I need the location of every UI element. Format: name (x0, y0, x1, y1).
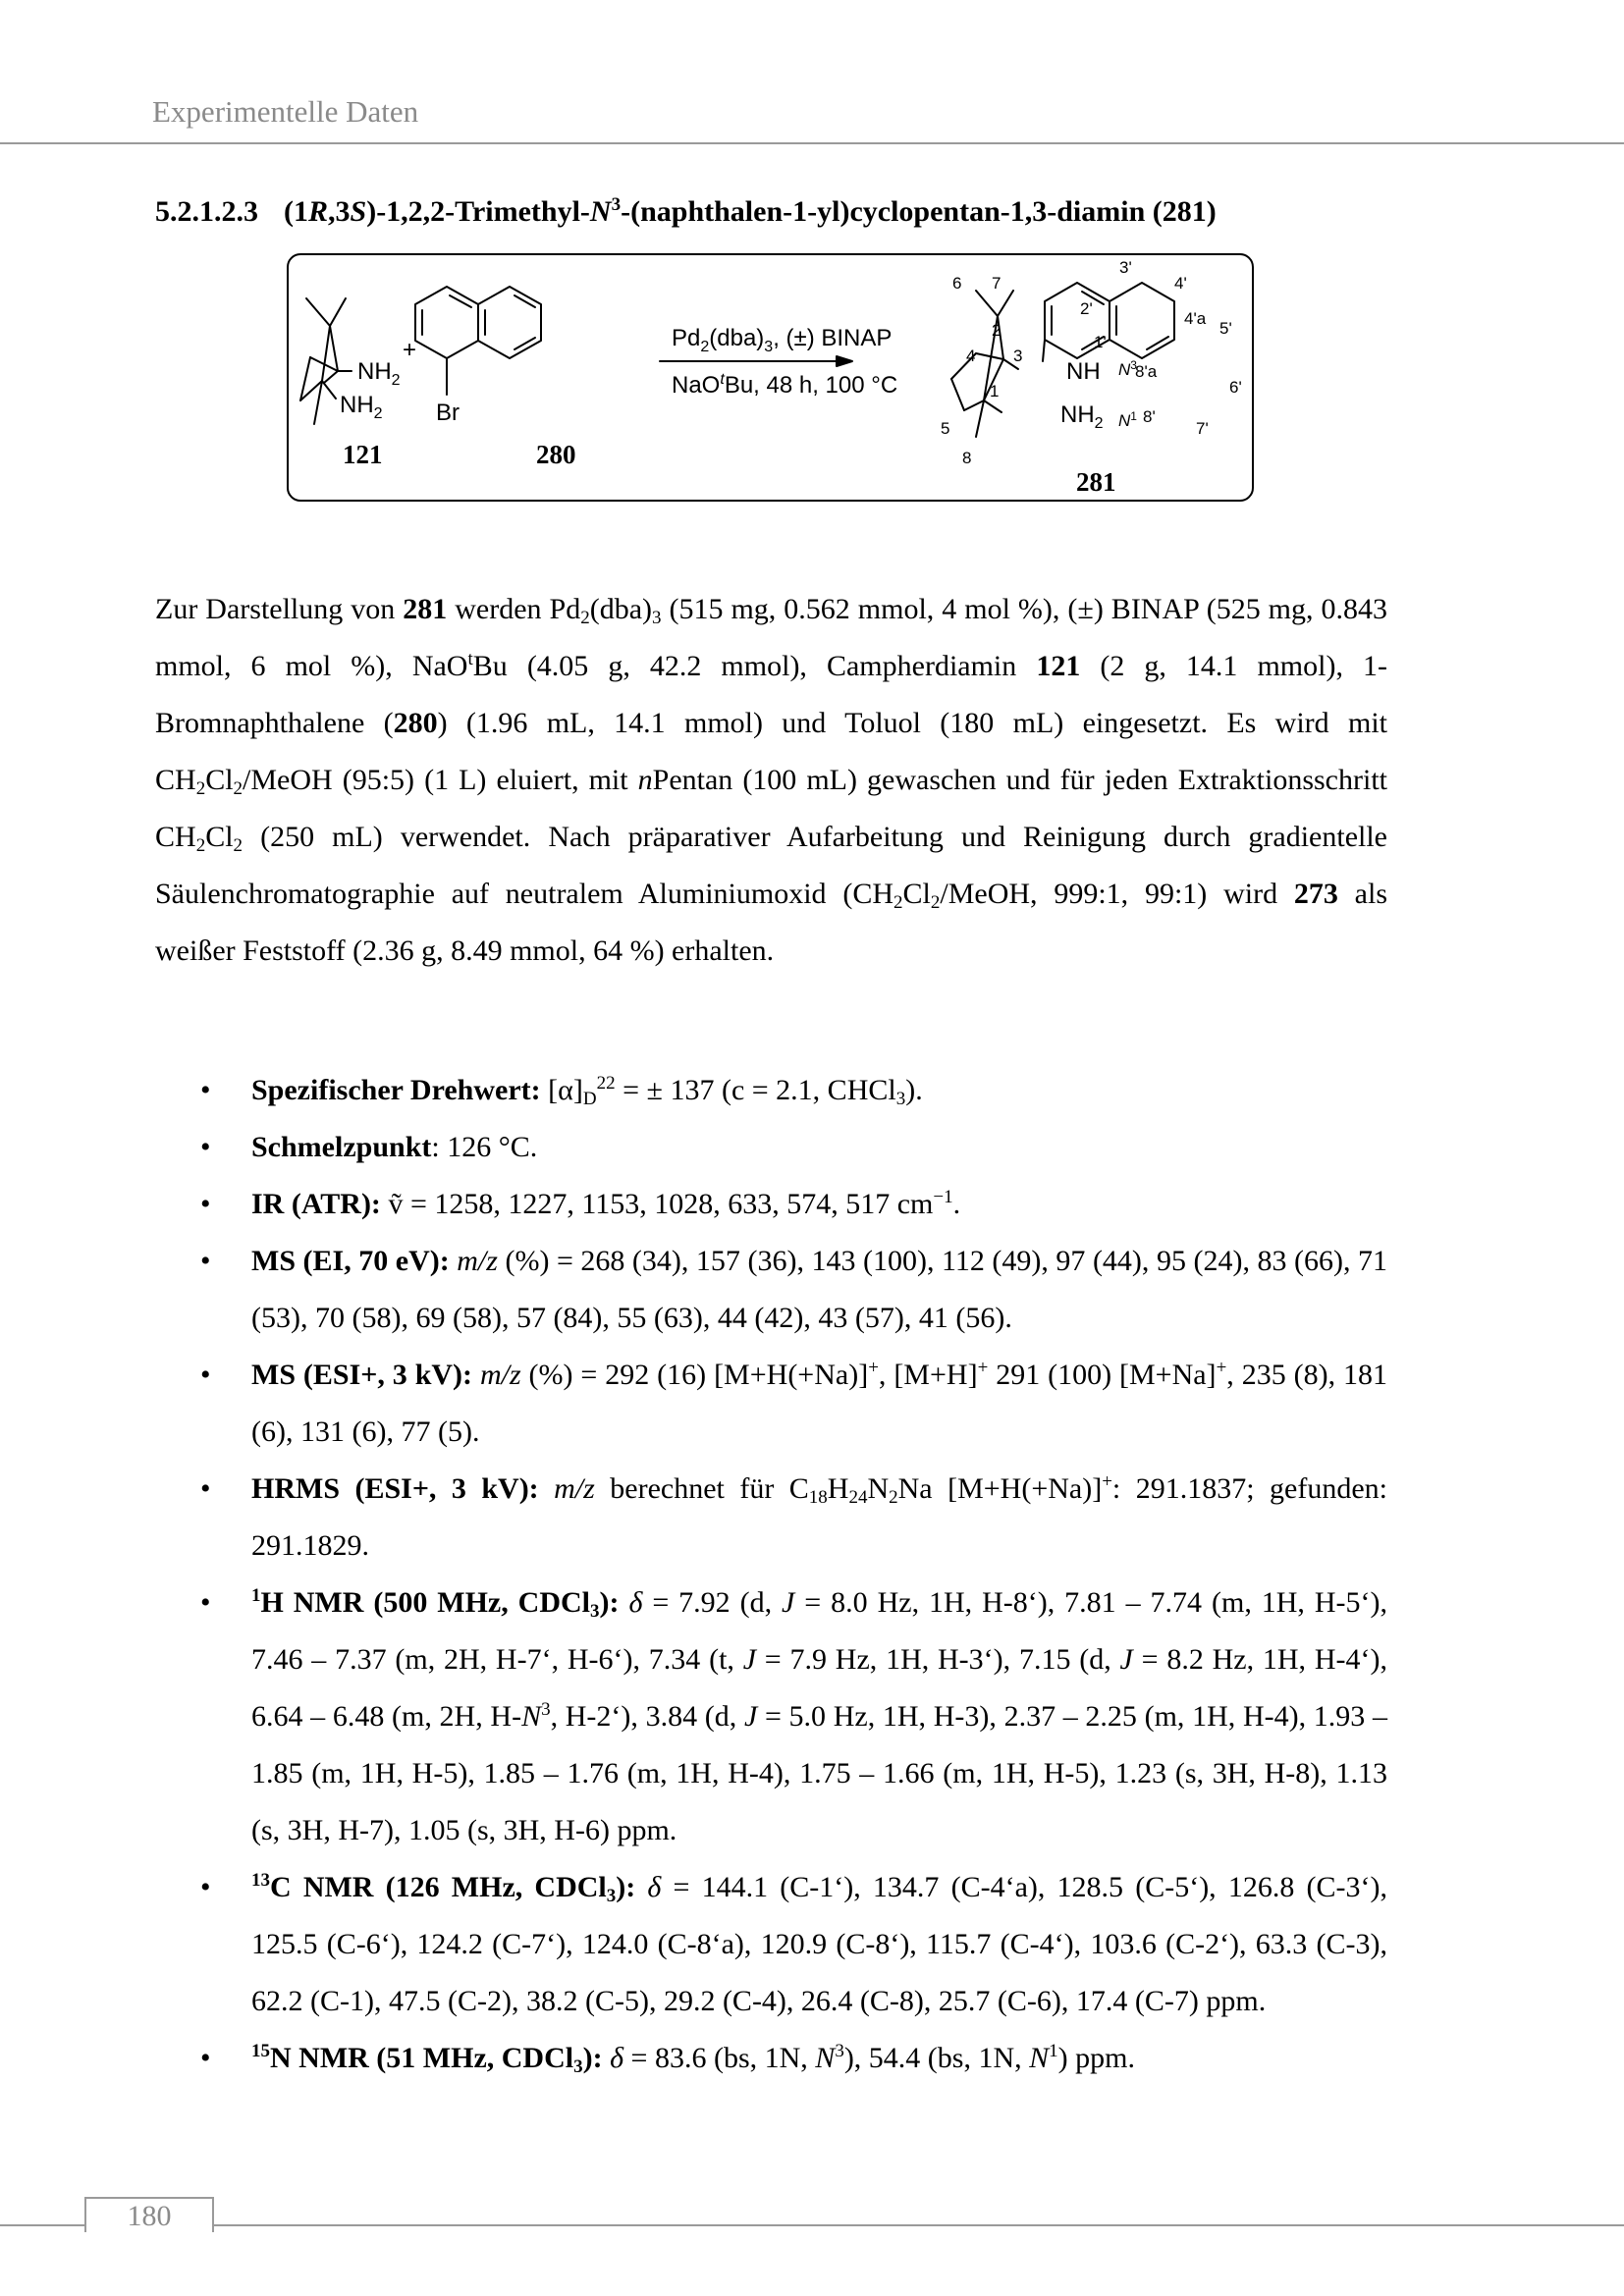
title-stereo-s: S (350, 195, 367, 228)
superscript: + (1102, 1471, 1112, 1492)
subscript: 2 (233, 778, 244, 799)
text-run: = 8.0 Hz, 1H, H-8‘), 7.81 – 7.74 (m, 1H, H-5‘), 7.46 – 7.37 (m, 2H, H-7‘, H-6‘), 7.34 (t, (251, 1586, 1387, 1676)
list-item-ir (155, 1176, 1387, 1233)
text-run: Zur Darstellung von (155, 593, 404, 625)
amine-label: $NH_2$ (340, 392, 383, 422)
atom-number: 3 (1013, 347, 1023, 365)
list-item-ms-esi (155, 1347, 1387, 1461)
italic-run: J (742, 1643, 757, 1676)
superscript: 1 (1049, 2041, 1058, 2061)
italic-prefix: n (637, 764, 653, 796)
atom-number: 8'a (1135, 362, 1158, 381)
superscript: 13 (251, 1870, 270, 1891)
text-run: : 126 °C. (431, 1131, 538, 1163)
bond (322, 326, 330, 381)
atom-number: 2 (992, 321, 1001, 340)
item-label (251, 1870, 636, 1906)
italic-run: δ (647, 1871, 662, 1903)
text-run: [α] (540, 1074, 583, 1106)
reagents-line-2: NaO$^t$Bu, 48 h, 100 °C (672, 371, 898, 399)
atom-number: 1' (1094, 333, 1107, 351)
amine-label: $NH_2$ (1060, 401, 1104, 432)
text-run: : 291.1837; gefunden: 291.1829. (251, 1472, 1387, 1562)
item-label (251, 1585, 620, 1622)
text-run: (%) = 292 (16) [M+H(+Na)] (520, 1359, 869, 1391)
text-run: Cl (902, 878, 931, 910)
compound-ref: 273 (1293, 878, 1338, 910)
bond (976, 291, 998, 316)
list-item-13c-nmr (155, 1859, 1387, 2030)
section-title (155, 194, 1217, 229)
item-label (251, 2041, 603, 2077)
text-run: = 5.0 Hz, 1H, H-3), 2.37 – 2.25 (m, 1H, H-4), 1.93 – 1.85 (m, 1H, H-5), 1.85 – 1.76 (m, 1H, H-4), 1.75 – 1.66 (m, 1H, H-5), 1.23 (s, 3H, H-8), 1.13 (s, 3H, H-7), 1.05 (s, 3H, H-6) ppm. (251, 1700, 1387, 1846)
plus-sign: + (403, 337, 417, 363)
atom-number: 6' (1229, 378, 1242, 397)
compound-label-280: 280 (536, 440, 576, 469)
text-run: = 144.1 (C-1‘), 134.7 (C-4‘a), 128.5 (C-5‘), 126.8 (C-3‘), 125.5 (C-6‘), 124.2 (C-7‘), 124.0 (C-8‘a), 120.9 (C-8‘), 115.7 (C-4‘), 103.6 (C-2‘), 63.3 (C-3), 62.2 (C-1), 47.5 (C-2), 38.2 (C-5), 29.2 (C-4), 26.4 (C-8), 25.7 (C-6), 17.4 (C-7) ppm. (251, 1871, 1387, 2017)
text-run: ), 54.4 (bs, 1N, (843, 2042, 1030, 2074)
list-item-hrms (155, 1461, 1387, 1575)
text-run: Bu (4.05 g, 42.2 mmol), Campherdiamin (472, 650, 1037, 682)
page-number: 180 (127, 2200, 172, 2232)
experimental-paragraph (155, 581, 1387, 980)
text-run: ). (905, 1074, 923, 1106)
text-run: als weißer Feststoff (2.36 g, 8.49 mmol, 64 %) erhalten. (155, 878, 1387, 967)
superscript: −1 (933, 1187, 953, 1207)
subscript: 2 (580, 608, 590, 628)
atom-number: 3' (1119, 258, 1132, 277)
text-run: (2 g, 14.1 mmol), 1-Bromnaphthalene ( (155, 650, 1388, 739)
text-run: /MeOH, 999:1, 99:1) wird (940, 878, 1294, 910)
atom-number: 6 (952, 274, 962, 293)
text-run: , H-2‘), 3.84 (d, (550, 1700, 744, 1733)
text-run: (%) = 268 (34), 157 (36), 143 (100), 112 (49), 97 (44), 95 (24), 83 (66), 71 (53), 70 (58), 69 (58), 57 (84), 55 (63), 44 (42), 43 (57), 41 (56). (251, 1245, 1388, 1334)
item-label: IR (ATR): (251, 1188, 381, 1220)
superscript: + (977, 1358, 989, 1378)
atom-number: 5 (941, 419, 950, 438)
subscript: 3 (652, 608, 662, 628)
header-rule (0, 142, 1624, 144)
italic-run: N (521, 1700, 542, 1733)
superscript: 22 (596, 1073, 616, 1094)
superscript: 15 (251, 2041, 270, 2061)
bond (1147, 337, 1168, 349)
atom-number: 8 (962, 449, 972, 467)
item-label: Spezifischer Drehwert: (251, 1074, 541, 1106)
text-run: ): (599, 1586, 620, 1619)
title-stereo-r: R (308, 195, 329, 228)
text-run: ): (616, 1871, 636, 1903)
atom-number: 7' (1196, 419, 1209, 438)
bond (450, 295, 471, 307)
superscript: 3 (541, 1699, 551, 1720)
text-run: (dba) (589, 593, 652, 625)
title-part: )-1,2,2-Trimethyl- (366, 195, 590, 228)
atom-number: 4 (966, 347, 976, 365)
bond (964, 400, 984, 410)
text-run: , [M+H] (878, 1359, 978, 1391)
text-run: = 7.9 Hz, 1H, H-3‘), 7.15 (d, (756, 1643, 1120, 1676)
subscript: 2 (195, 778, 206, 799)
bond (998, 291, 1013, 316)
text-run: werden Pd (447, 593, 581, 625)
running-header: Experimentelle Daten (152, 94, 419, 129)
text-run: , 235 (8), 181 (6), 131 (6), 77 (5). (251, 1359, 1387, 1448)
item-label: HRMS (ESI+, 3 kV): (251, 1472, 539, 1505)
text-run: Cl (205, 821, 234, 853)
atom-number: 2' (1080, 299, 1093, 318)
compound-ref: 281 (403, 593, 448, 625)
italic-run: N (1029, 2042, 1050, 2074)
superscript: + (1216, 1358, 1227, 1378)
compound-label-281: 281 (1076, 467, 1116, 497)
subscript: 2 (889, 1487, 898, 1508)
text-run: (250 mL) verwendet. Nach präparativer Aufarbeitung und Reinigung durch gradientelle Säulenchromatographie auf neutralem Aluminiumoxid (CH (155, 821, 1387, 910)
italic-run: J (782, 1586, 795, 1619)
title-part: ,3 (328, 195, 351, 228)
text-run: Pentan (100 mL) gewaschen und für jeden Extraktionsschritt CH (155, 764, 1387, 853)
text-run: = 7.92 (d, (642, 1586, 783, 1619)
bond (330, 298, 346, 326)
subscript: 3 (590, 1601, 600, 1622)
title-part: (1 (284, 195, 308, 228)
bond (514, 295, 535, 307)
atom-number: $N^3$ (1118, 358, 1137, 379)
superscript: 1 (251, 1585, 261, 1606)
text-run: ): (582, 2042, 603, 2074)
bond (1043, 340, 1045, 361)
italic-run: m/z (457, 1245, 498, 1277)
list-item-ms-ei (155, 1233, 1387, 1347)
text-run: N NMR (51 MHz, CDCl (270, 2042, 574, 2074)
bond (514, 338, 535, 349)
subscript: 2 (893, 892, 903, 913)
text-run: ṽ = 1258, 1227, 1153, 1028, 633, 574, 517 cm (380, 1188, 934, 1220)
italic-run: δ (610, 2042, 624, 2074)
superscript: t (467, 649, 473, 669)
text-run: Na [M+H(+Na)] (897, 1472, 1103, 1505)
analytical-data-list (155, 1062, 1387, 2087)
subscript: D (582, 1089, 597, 1109)
subscript: 2 (930, 892, 941, 913)
subscript: 3 (606, 1886, 617, 1906)
atom-number: $N^1$ (1118, 409, 1137, 430)
amine-label: $NH_2$ (357, 358, 401, 389)
subscript: 2 (233, 835, 244, 856)
item-label: Schmelzpunkt (251, 1131, 432, 1163)
italic-run: J (1119, 1643, 1133, 1676)
reaction-scheme-drawing (289, 255, 1256, 504)
text-run: Cl (205, 764, 234, 796)
title-superscript: 3 (611, 194, 622, 215)
atom-number: 5' (1219, 319, 1232, 338)
amine-label: NH (1066, 358, 1101, 385)
subscript: 3 (895, 1089, 906, 1109)
bond (306, 298, 330, 326)
italic-run: m/z (554, 1472, 595, 1505)
item-label: MS (EI, 70 eV): (251, 1245, 450, 1277)
bond (322, 381, 336, 399)
atom-number: 4' (1174, 274, 1187, 293)
bond (984, 400, 1001, 412)
superscript: + (868, 1358, 879, 1378)
title-part: -(naphthalen-1-yl)cyclopentan-1,3-diamin (281) (621, 195, 1217, 228)
item-label: MS (ESI+, 3 kV): (251, 1359, 473, 1391)
reagents-line-1: $Pd_2(dba)_3$, (±) BINAP (672, 325, 893, 355)
text-run: C NMR (126 MHz, CDCl (270, 1871, 607, 1903)
list-item-1h-nmr (155, 1575, 1387, 1859)
atom-number: 8' (1143, 407, 1156, 426)
ring (415, 287, 478, 358)
list-item-15n-nmr (155, 2030, 1387, 2087)
atom-number: 4'a (1184, 309, 1207, 328)
bond (976, 400, 984, 437)
text-run: . (952, 1188, 961, 1220)
footer-rule (0, 2224, 1624, 2226)
section-number: 5.2.1.2.3 (155, 195, 258, 228)
italic-run: m/z (479, 1359, 521, 1391)
text-run: = 83.6 (bs, 1N, (623, 2042, 816, 2074)
title-nitrogen: N (589, 195, 612, 228)
italic-run: δ (628, 1586, 643, 1619)
reaction-scheme (287, 253, 1254, 502)
subscript: 2 (195, 835, 206, 856)
list-item-optical-rotation (155, 1062, 1387, 1119)
subscript: 18 (808, 1487, 828, 1508)
text-run: (515 mg, 0.562 mmol, 4 mol %), (±) BINAP (525 mg, 0.843 mmol, 6 mol %), NaO (155, 593, 1387, 682)
atom-number: 7 (992, 274, 1001, 293)
text-run: ) ppm. (1057, 2042, 1135, 2074)
ring (478, 287, 541, 358)
bond (330, 326, 338, 371)
italic-run: N (815, 2042, 836, 2074)
text-run: = ± 137 (c = 2.1, CHCl (615, 1074, 896, 1106)
superscript: 3 (835, 2041, 844, 2061)
text-run: = 8.2 Hz, 1H, H-4‘), 6.64 – 6.48 (m, 2H, H- (251, 1643, 1387, 1733)
bond (324, 371, 338, 383)
list-item-melting-point (155, 1119, 1387, 1176)
subscript: 3 (573, 2056, 583, 2077)
text-run: N (867, 1472, 890, 1505)
bromo-label: Br (436, 400, 460, 426)
subscript: 24 (848, 1487, 868, 1508)
italic-run: J (743, 1700, 758, 1733)
text-run: 291 (100) [M+Na] (988, 1359, 1217, 1391)
compound-label-121: 121 (343, 440, 383, 469)
arrow-head (837, 356, 852, 366)
bond (951, 379, 964, 410)
compound-ref: 121 (1036, 650, 1081, 682)
text-run: ) (1.96 mL, 14.1 mmol) und Toluol (180 mL) eingesetzt. Es wird mit CH (155, 707, 1387, 796)
compound-ref: 280 (393, 707, 438, 739)
text-run: /MeOH (95:5) (1 L) eluiert, mit (243, 764, 638, 796)
atom-number: 1 (990, 382, 1000, 400)
text-run: H NMR (500 MHz, CDCl (260, 1586, 591, 1619)
text-run: berechnet für C (594, 1472, 809, 1505)
text-run: H (827, 1472, 849, 1505)
ring (1110, 283, 1174, 358)
